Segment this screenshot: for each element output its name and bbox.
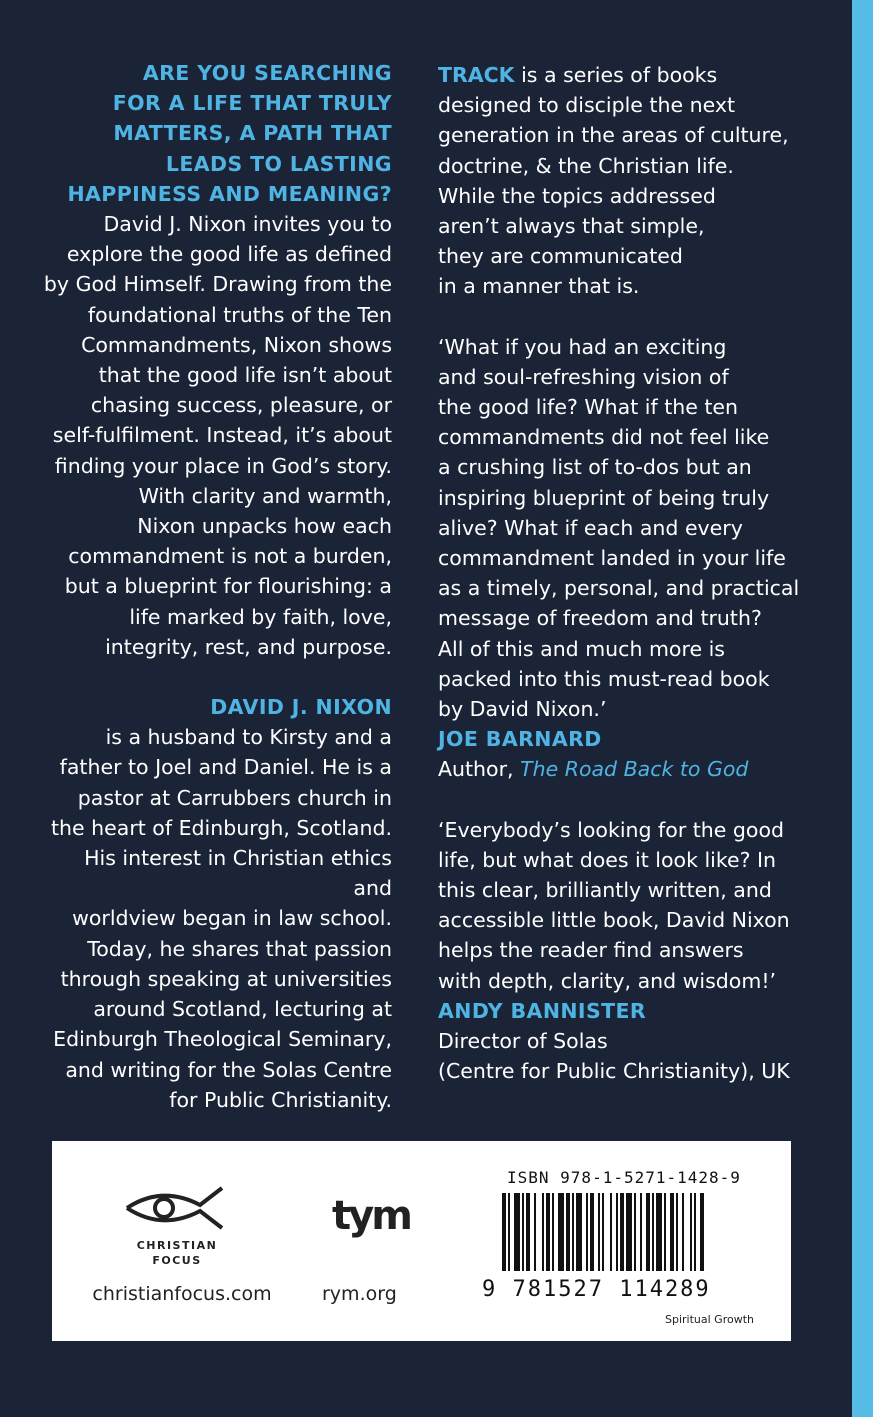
bio-line: Edinburgh Theological Seminary, — [53, 1027, 392, 1052]
track-line — [438, 60, 808, 90]
quote-line: accessible little book, David Nixon — [438, 908, 790, 933]
christian-focus-url: christianfocus.com — [92, 1283, 272, 1305]
endorser-role — [438, 754, 808, 784]
blurb-line: integrity, rest, and purpose. — [105, 634, 392, 659]
quote-line: commandment landed in your life — [438, 546, 786, 571]
blurb-line: life marked by faith, love, — [129, 604, 392, 629]
blurb-line: but a blueprint for flourishing: a — [64, 574, 392, 599]
isbn-number: 9 781527 114289 — [482, 1277, 711, 1302]
track-description — [438, 60, 808, 302]
quote-line: commandments did not feel like — [438, 425, 770, 450]
category-label: Spiritual Growth — [665, 1313, 754, 1326]
book-title: The Road Back to God — [520, 757, 749, 782]
barcode-icon — [500, 1193, 765, 1283]
blurb-line: explore the good life as defined — [66, 242, 392, 267]
bio-line: Today, he shares that passion — [87, 936, 392, 961]
quote-line: by David Nixon.’ — [438, 697, 607, 722]
endorsement-quote — [438, 332, 808, 725]
bio-line: for Public Christianity. — [169, 1087, 392, 1112]
publisher-panel — [52, 1141, 791, 1341]
quote-line: alive? What if each and every — [438, 515, 743, 540]
headline — [40, 58, 392, 209]
blurb-line: With clarity and warmth, — [138, 483, 392, 508]
quote-line: All of this and much more is — [438, 636, 725, 661]
quote-line: with depth, clarity, and wisdom!’ — [438, 968, 777, 993]
blurb-line: commandment is not a burden, — [68, 544, 392, 569]
quote-line: helps the reader find answers — [438, 938, 744, 963]
track-line: they are communicated — [438, 244, 683, 269]
blurb-line: that the good life isn’t about — [98, 363, 392, 388]
headline-line: LEADS TO LASTING — [165, 151, 392, 176]
rym-url: rym.org — [322, 1283, 397, 1305]
headline-line: ARE YOU SEARCHING — [142, 61, 392, 85]
left-column — [40, 58, 392, 1115]
track-line: aren’t always that simple, — [438, 214, 705, 239]
blurb-line: foundational truths of the Ten — [87, 302, 392, 327]
bio-line: is a husband to Kirsty and a — [105, 725, 392, 750]
quote-line: this clear, brilliantly written, and — [438, 878, 772, 903]
author-bio — [40, 722, 392, 1115]
endorser-name: JOE BARNARD — [438, 727, 602, 752]
blurb-line: Nixon unpacks how each — [137, 514, 392, 539]
blurb-line: Commandments, Nixon shows — [81, 332, 392, 357]
endorser-name: ANDY BANNISTER — [438, 998, 647, 1023]
bio-line: the heart of Edinburgh, Scotland. — [51, 815, 392, 840]
quote-line: the good life? What if the ten — [438, 395, 739, 420]
cf-name-line: FOCUS — [152, 1254, 202, 1267]
headline-line: FOR A LIFE THAT TRULY — [112, 91, 392, 116]
track-first-rest: is a series of books — [514, 63, 718, 87]
track-line: doctrine, & the Christian life. — [438, 153, 734, 178]
bio-line: father to Joel and Daniel. He is a — [59, 755, 392, 780]
quote-line: packed into this must-read book — [438, 666, 770, 691]
blurb-line: by God Himself. Drawing from the — [43, 272, 392, 297]
headline-line: HAPPINESS AND MEANING? — [67, 181, 392, 206]
blurb — [40, 209, 392, 662]
endorser-role-line: (Centre for Public Christianity), UK — [438, 1059, 790, 1084]
endorser-role — [438, 1026, 808, 1086]
track-line: designed to disciple the next — [438, 93, 736, 118]
spine-edge — [852, 0, 873, 1417]
author-heading: DAVID J. NIXON — [210, 695, 392, 720]
track-line: generation in the areas of culture, — [438, 123, 789, 148]
blurb-line: finding your place in God’s story. — [54, 453, 392, 478]
quote-line: life, but what does it look like? In — [438, 847, 777, 872]
quote-line: ‘What if you had an exciting — [438, 334, 727, 359]
track-line: in a manner that is. — [438, 274, 640, 299]
bio-line: pastor at Carrubbers church in — [77, 785, 392, 810]
quote-line: a crushing list of to-dos but an — [438, 455, 752, 480]
bio-line: worldview began in law school. — [72, 906, 392, 931]
isbn-text: ISBN 978-1-5271-1428-9 — [507, 1168, 741, 1187]
bio-line: and writing for the Solas Centre — [65, 1057, 392, 1082]
blurb-line: David J. Nixon invites you to — [103, 212, 392, 237]
bio-line: His interest in Christian ethics and — [84, 846, 392, 901]
quote-line: inspiring blueprint of being truly — [438, 485, 770, 510]
quote-line: message of freedom and truth? — [438, 606, 762, 631]
endorser-role-prefix: Author, — [438, 757, 521, 782]
quote-line: as a timely, personal, and practical — [438, 576, 800, 601]
christian-focus-logo-text — [117, 1238, 237, 1268]
endorser-role-line: Director of Solas — [438, 1029, 608, 1054]
cf-name-line: CHRISTIAN — [136, 1239, 218, 1252]
rym-logo: tym — [332, 1193, 410, 1239]
track-word: TRACK — [438, 63, 515, 87]
bio-line: through speaking at universities — [60, 966, 392, 991]
track-line: While the topics addressed — [438, 183, 716, 208]
right-column — [438, 60, 808, 1087]
quote-line: and soul-refreshing vision of — [438, 364, 729, 389]
headline-line: MATTERS, A PATH THAT — [113, 121, 392, 146]
blurb-line: chasing success, pleasure, or — [90, 393, 392, 418]
fish-eye-icon — [122, 1183, 232, 1233]
quote-line: ‘Everybody’s looking for the good — [438, 817, 785, 842]
endorsement-quote — [438, 815, 808, 996]
blurb-line: self-fulfilment. Instead, it’s about — [52, 423, 392, 448]
bio-line: around Scotland, lecturing at — [93, 997, 392, 1022]
